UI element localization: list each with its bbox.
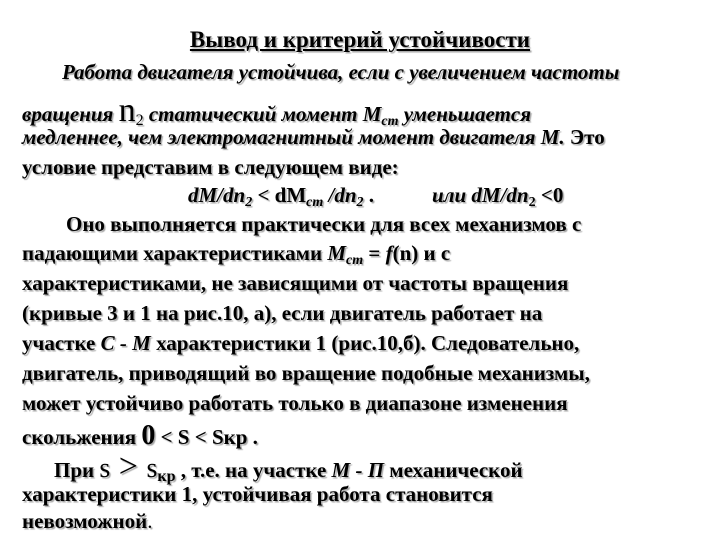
p3-line-3-b: . [147,509,153,533]
p3-line-1-e: , т.е. на участке [175,458,332,482]
p1-line-3-b: Это [564,125,605,149]
p2-line-2-c: = [363,241,386,265]
p2-line-2-e: (n) и с [392,241,451,265]
p1-mst-sub: ст [381,114,399,129]
formula-1-sub: 2 [245,195,253,210]
p1-line-3 [0,127,720,148]
p3-skr-sub: кр [157,468,176,485]
p3-s2: s [146,453,158,484]
p2-line-5-a: участке [22,331,101,355]
p2-line-4: (кривые 3 и 1 на рис.10, а), если двигатель работает на [22,301,543,325]
p3-line-3-a: невозможной [22,509,148,533]
p3-line-3 [0,511,720,532]
p2-line-7: может устойчиво работать только в диапазоне изменения [22,391,568,415]
p3-line-2: характеристики 1, устойчивая работа становится [22,482,493,506]
p1-symbol-n-sub: 2 [135,112,144,129]
formula-4: . [363,183,375,207]
formula-6: <0 [535,183,564,207]
p2-segment-cm: С - М [100,331,151,355]
formula-1: dM/dn [188,183,246,207]
p2-f: f [385,241,393,265]
p3-line-1-g: механической [384,458,523,482]
slide-title: Вывод и критерий устойчивости [189,27,531,52]
p1-line-2-b: статический момент М [143,102,382,126]
p2-line-2 [0,243,720,268]
p2-line-8-a: скольжения [22,425,142,449]
p1-line-2-a: вращения [22,102,119,126]
formula-2-sub: ст [306,195,324,210]
p1-line-2 [0,94,720,129]
p2-zero: 0 [141,420,156,451]
p2-line-3: характеристиками, не зависящими от частоты вращения [22,271,569,295]
p2-line-5-c: характеристики 1 (рис.10,б). Следовательно, [150,331,580,355]
p3-line-1-a: При [54,458,100,482]
p1-line-2-c: уменьшается [398,102,532,126]
formula-2: < dM [252,183,307,207]
p2-line-5 [0,333,720,354]
formula-3-sub: 2 [356,195,364,210]
formula [188,185,720,210]
formula-5: или dM/dn [432,183,529,207]
p2-line-6: двигатель, приводящий во вращение подобные механизмы, [22,361,590,385]
p1-line-4: условие представим в следующем виде: [22,155,399,179]
formula-3: /dn [323,183,357,207]
p2-line-1: Оно выполняется практически для всех механизмов с [66,212,582,236]
p2-line-8-c: < S < Sкр . [155,425,258,449]
p3-gt: > [110,448,147,485]
p1-line-3-a: медленнее, чем электромагнитный момент двигателя М. [22,125,565,149]
formula-5-sub: 2 [528,195,536,210]
p3-line-1 [54,450,720,485]
p2-line-2-a: падающими характеристиками [22,241,328,265]
p2-mst-sub: ст [346,253,364,268]
p2-line-8 [0,422,720,450]
p1-symbol-n: n [118,92,136,129]
p3-segment-mp: М - П [331,458,385,482]
p3-s: s [99,453,111,484]
p2-mst: М [327,241,347,265]
p1-line-1: Работа двигателя устойчива, если с увеличением частоты [62,60,620,84]
